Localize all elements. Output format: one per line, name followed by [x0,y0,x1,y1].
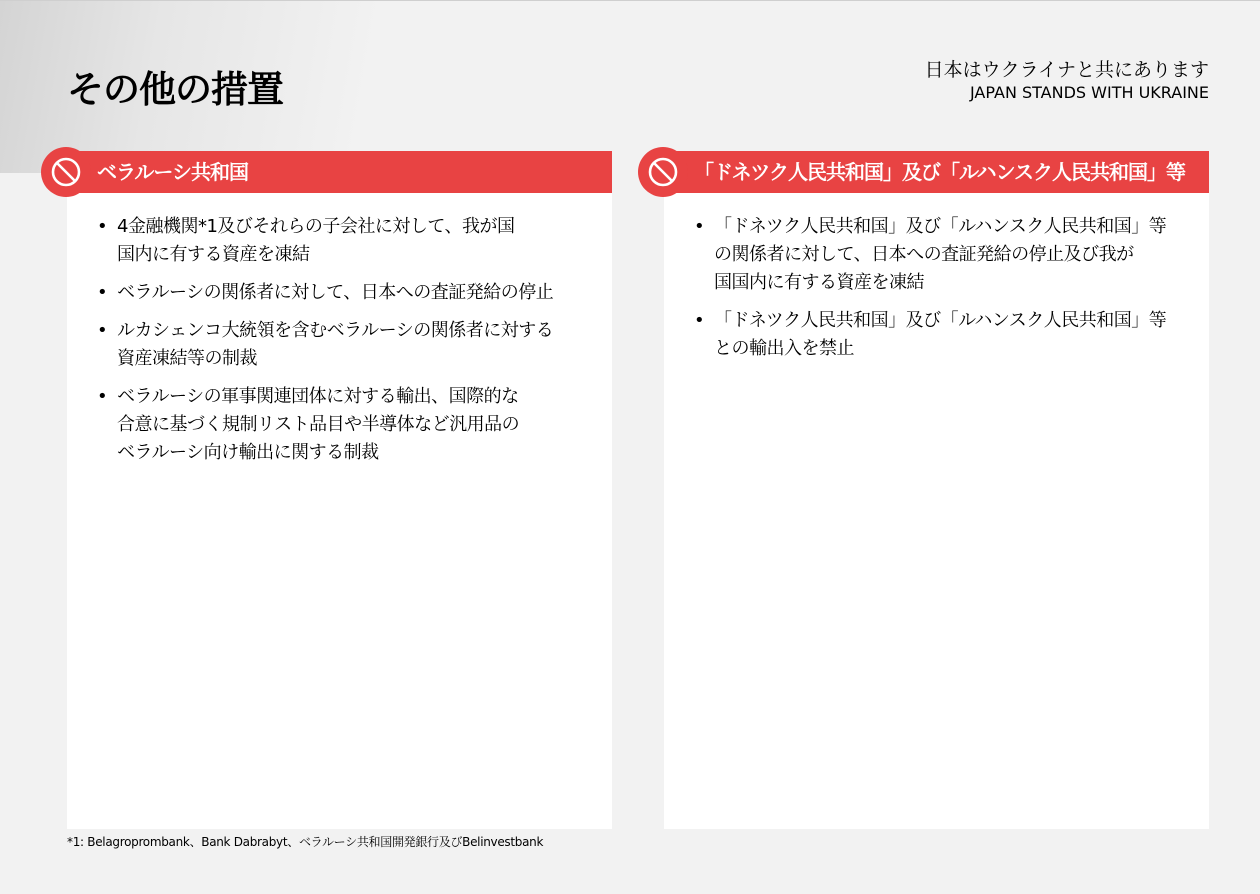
belarus-panel-title: ベラルーシ共和国 [97,160,248,184]
slogan [925,58,1209,104]
footnote: *1: Belagroprombank、Bank Dabrabyt、ベラルーシ共和国開発銀行及びBelinvestbank [67,835,544,849]
donetsk-luhansk-panel [664,151,1209,829]
list-item: • ベラルーシの関係者に対して、日本への査証発給の停止 [97,279,597,307]
page-title: その他の措置 [67,68,283,111]
belarus-panel [67,151,612,829]
list-item: • ベラルーシの軍事関連団体に対する輸出、国際的な 合意に基づく規制リスト品目や半導体など汎用品の ベラルーシ向け輸出に関する制裁 [97,383,597,467]
list-item: • ルカシェンコ大統領を含むベラルーシの関係者に対する 資産凍結等の制裁 [97,317,597,373]
list-item: • 4金融機関*1及びそれらの子会社に対して、我が国 国内に有する資産を凍結 [97,213,597,269]
belarus-panel-header [67,151,612,193]
prohibited-icon [638,147,688,197]
list-item: • 「ドネツク人民共和国」及び「ルハンスク人民共和国」等 との輸出入を禁止 [694,307,1194,363]
slogan-japanese: 日本はウクライナと共にあります [924,59,1209,81]
list-item: • 「ドネツク人民共和国」及び「ルハンスク人民共和国」等 の関係者に対して、日本への査証発給の停止及び我が 国国内に有する資産を凍結 [694,213,1194,297]
donetsk-luhansk-measures-list [694,213,1194,373]
donetsk-luhansk-panel-title: 「ドネツク人民共和国」及び「ルハンスク人民共和国」等 [694,160,1185,184]
donetsk-luhansk-panel-header [664,151,1209,193]
belarus-measures-list [97,213,597,477]
prohibited-icon [41,147,91,197]
slogan-english: JAPAN STANDS WITH UKRAINE [969,83,1209,102]
